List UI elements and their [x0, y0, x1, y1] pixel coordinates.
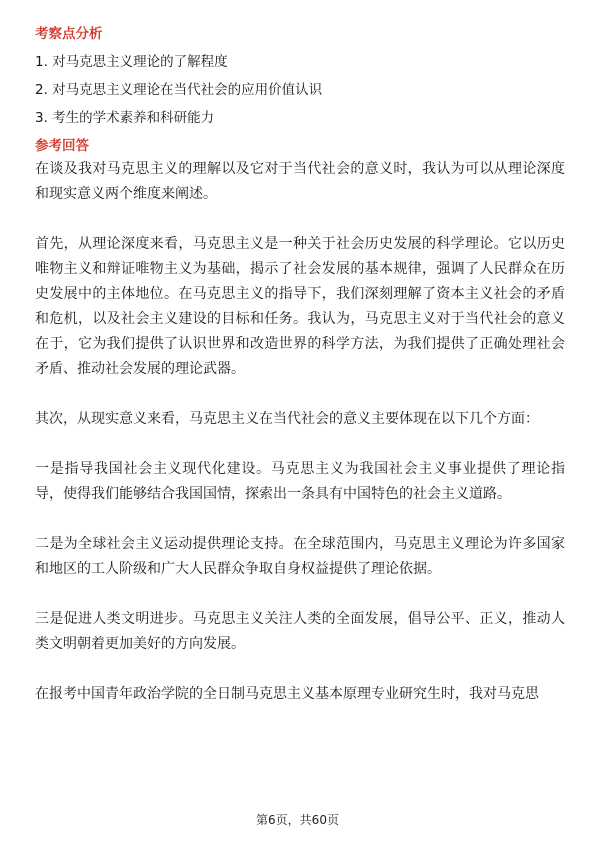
analysis-item: 2. 对马克思主义理论在当代社会的应用价值认识 [35, 82, 323, 98]
answer-paragraph-closing: 在报考中国青年政治学院的全日制马克思主义基本原理专业研究生时，我对马克思 [35, 686, 539, 702]
paragraph-spacer [35, 657, 565, 682]
answer-paragraph-point-two: 二是为全球社会主义运动提供理论支持。在全球范围内，马克思主义理论为许多国家和地区的工人阶级和广大人民群众争取自身权益提供了理论依据。 [35, 536, 565, 577]
page-number-footer: 第6页，共60页 [256, 813, 339, 827]
answer-paragraph-theory: 首先，从理论深度来看，马克思主义是一种关于社会历史发展的科学理论。它以历史唯物主义和辩证唯物主义为基础，揭示了社会发展的基本规律，强调了人民群众在历史发展中的主体地位。在马克思主义的指导下，我们深刻理解了资本主义社会的矛盾和危机，以及社会主义建设的目标和任务。我认为，马克思主义对于当代社会的意义在于，它为我们提供了认识世界和改造世界的科学方法，为我们提供了正确处理社会矛盾、推动社会发展的理论武器。 [35, 236, 565, 377]
paragraph-spacer [35, 432, 565, 457]
answer-heading: 参考回答 [35, 138, 89, 154]
page-content [35, 24, 565, 707]
analysis-item: 3. 考生的学术素养和科研能力 [35, 110, 215, 126]
analysis-list [35, 52, 565, 128]
paragraph-spacer [35, 207, 565, 232]
answer-paragraph-point-one: 一是指导我国社会主义现代化建设。马克思主义为我国社会主义事业提供了理论指导，使得我们能够结合我国国情，探索出一条具有中国特色的社会主义道路。 [35, 461, 565, 502]
answer-paragraph-reality: 其次，从现实意义来看，马克思主义在当代社会的意义主要体现在以下几个方面： [35, 411, 539, 427]
paragraph-spacer [35, 382, 565, 407]
paragraph-spacer [35, 507, 565, 532]
paragraph-spacer [35, 582, 565, 607]
answer-paragraph-point-three: 三是促进人类文明进步。马克思主义关注人类的全面发展，倡导公平、正义，推动人类文明朝着更加美好的方向发展。 [35, 611, 565, 652]
answer-paragraph-intro: 在谈及我对马克思主义的理解以及它对于当代社会的意义时，我认为可以从理论深度和现实意义两个维度来阐述。 [35, 161, 565, 202]
analysis-item: 1. 对马克思主义理论的了解程度 [35, 54, 228, 70]
analysis-heading: 考察点分析 [35, 26, 103, 42]
